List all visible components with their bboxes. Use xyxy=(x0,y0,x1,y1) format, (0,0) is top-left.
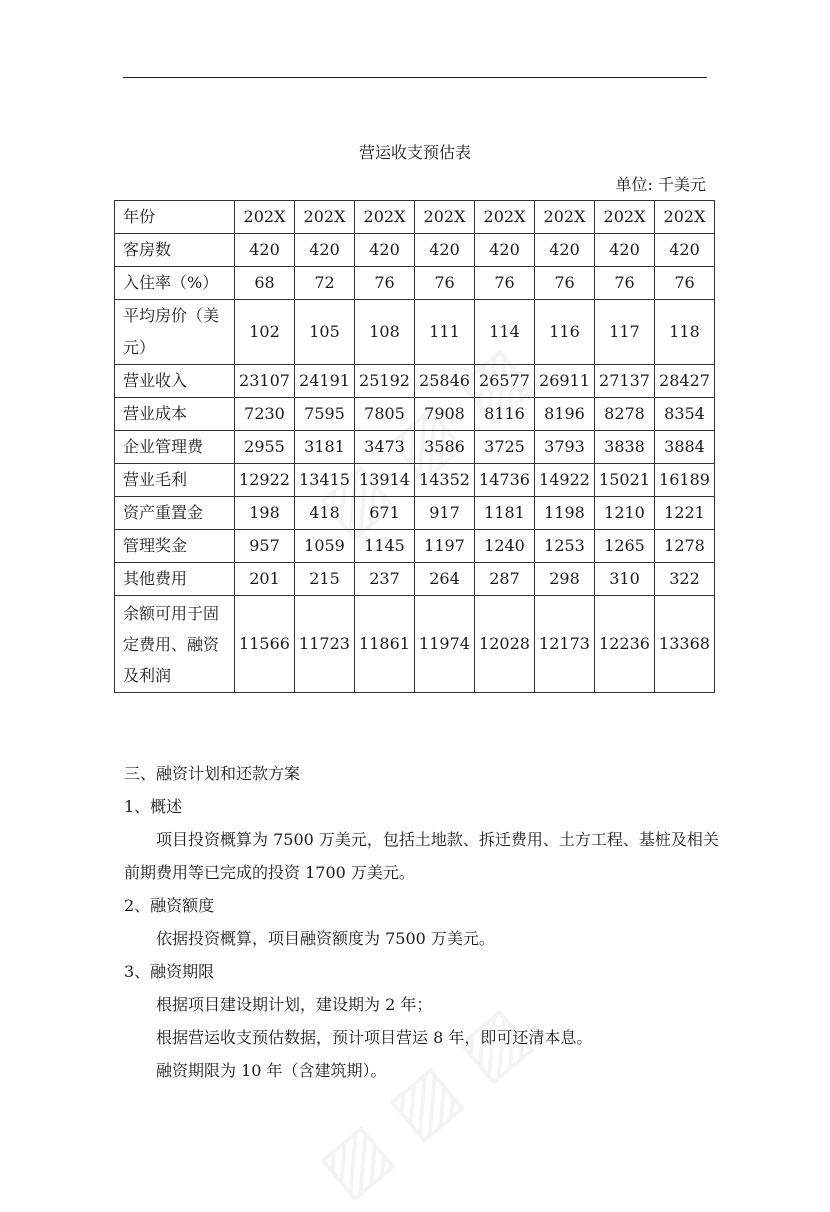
value-cell: 105 xyxy=(295,300,355,365)
value-cell: 7230 xyxy=(235,398,295,431)
value-cell: 26911 xyxy=(535,365,595,398)
value-cell: 117 xyxy=(595,300,655,365)
value-cell: 3725 xyxy=(475,431,535,464)
term-line: 融资期限为 10 年（含建筑期）。 xyxy=(156,1061,387,1080)
value-cell: 15021 xyxy=(595,464,655,497)
value-cell: 322 xyxy=(655,563,715,596)
table-row xyxy=(115,431,715,464)
value-cell: 215 xyxy=(295,563,355,596)
value-cell: 11861 xyxy=(355,596,415,693)
year-header: 202X xyxy=(535,201,595,234)
value-cell: 1265 xyxy=(595,530,655,563)
value-cell: 7908 xyxy=(415,398,475,431)
forecast-table xyxy=(114,200,715,693)
table-row xyxy=(115,398,715,431)
table-row xyxy=(115,596,715,693)
value-cell: 671 xyxy=(355,497,415,530)
value-cell: 3586 xyxy=(415,431,475,464)
table-row xyxy=(115,365,715,398)
value-cell: 116 xyxy=(535,300,595,365)
value-cell: 26577 xyxy=(475,365,535,398)
value-cell: 420 xyxy=(655,234,715,267)
value-cell: 12173 xyxy=(535,596,595,693)
value-cell: 198 xyxy=(235,497,295,530)
table-row xyxy=(115,563,715,596)
value-cell: 12028 xyxy=(475,596,535,693)
value-cell: 3838 xyxy=(595,431,655,464)
value-cell: 24191 xyxy=(295,365,355,398)
row-label: 营业成本 xyxy=(115,398,235,431)
row-label: 营业毛利 xyxy=(115,464,235,497)
value-cell: 76 xyxy=(655,267,715,300)
value-cell: 76 xyxy=(475,267,535,300)
table-row xyxy=(115,464,715,497)
value-cell: 28427 xyxy=(655,365,715,398)
header-label: 年份 xyxy=(115,201,235,234)
row-label-line: 定费用、融资 xyxy=(123,634,220,654)
table-header-row xyxy=(115,201,715,234)
overview-paragraph: 项目投资概算为 7500 万美元，包括土地款、拆迁费用、土方工程、基桩及相关前期费用等已完成的投资 1700 万美元。 xyxy=(124,830,719,882)
value-cell: 108 xyxy=(355,300,415,365)
value-cell: 310 xyxy=(595,563,655,596)
value-cell: 16189 xyxy=(655,464,715,497)
value-cell: 3884 xyxy=(655,431,715,464)
value-cell: 11566 xyxy=(235,596,295,693)
table-row xyxy=(115,530,715,563)
value-cell: 1198 xyxy=(535,497,595,530)
value-cell: 25846 xyxy=(415,365,475,398)
value-cell: 420 xyxy=(355,234,415,267)
value-cell: 11723 xyxy=(295,596,355,693)
value-cell: 201 xyxy=(235,563,295,596)
row-label xyxy=(115,596,235,693)
amount-paragraph: 依据投资概算，项目融资额度为 7500 万美元。 xyxy=(156,929,495,948)
value-cell: 14352 xyxy=(415,464,475,497)
value-cell: 114 xyxy=(475,300,535,365)
year-header: 202X xyxy=(235,201,295,234)
value-cell: 3181 xyxy=(295,431,355,464)
value-cell: 1181 xyxy=(475,497,535,530)
value-cell: 957 xyxy=(235,530,295,563)
value-cell: 76 xyxy=(595,267,655,300)
value-cell: 420 xyxy=(295,234,355,267)
value-cell: 7805 xyxy=(355,398,415,431)
year-header: 202X xyxy=(295,201,355,234)
table-row xyxy=(115,267,715,300)
year-header: 202X xyxy=(655,201,715,234)
value-cell: 1253 xyxy=(535,530,595,563)
header-rule xyxy=(123,77,707,78)
value-cell: 1221 xyxy=(655,497,715,530)
value-cell: 25192 xyxy=(355,365,415,398)
row-label: 营业收入 xyxy=(115,365,235,398)
row-label: 企业管理费 xyxy=(115,431,235,464)
value-cell: 118 xyxy=(655,300,715,365)
value-cell: 420 xyxy=(415,234,475,267)
value-cell: 13368 xyxy=(655,596,715,693)
value-cell: 23107 xyxy=(235,365,295,398)
value-cell: 1059 xyxy=(295,530,355,563)
section-heading: 三、融资计划和还款方案 xyxy=(124,764,301,783)
value-cell: 2955 xyxy=(235,431,295,464)
value-cell: 3473 xyxy=(355,431,415,464)
financing-section xyxy=(124,757,720,1087)
row-label-line: 平均房价（美 xyxy=(123,306,220,325)
value-cell: 298 xyxy=(535,563,595,596)
value-cell: 27137 xyxy=(595,365,655,398)
term-line: 根据营运收支预估数据，预计项目营运 8 年，即可还清本息。 xyxy=(156,1028,593,1047)
subsection-title-amount: 2、融资额度 xyxy=(124,896,215,915)
term-line: 根据项目建设期计划，建设期为 2 年； xyxy=(156,995,433,1014)
year-header: 202X xyxy=(415,201,475,234)
row-label: 其他费用 xyxy=(115,563,235,596)
value-cell: 264 xyxy=(415,563,475,596)
value-cell: 420 xyxy=(235,234,295,267)
value-cell: 917 xyxy=(415,497,475,530)
row-label: 资产重置金 xyxy=(115,497,235,530)
subsection-title-overview: 1、概述 xyxy=(124,797,183,816)
value-cell: 1210 xyxy=(595,497,655,530)
value-cell: 76 xyxy=(355,267,415,300)
value-cell: 76 xyxy=(415,267,475,300)
row-label-line: 元） xyxy=(123,338,156,357)
value-cell: 7595 xyxy=(295,398,355,431)
value-cell: 102 xyxy=(235,300,295,365)
table-row xyxy=(115,497,715,530)
value-cell: 420 xyxy=(475,234,535,267)
value-cell: 72 xyxy=(295,267,355,300)
value-cell: 111 xyxy=(415,300,475,365)
value-cell: 8116 xyxy=(475,398,535,431)
value-cell: 287 xyxy=(475,563,535,596)
value-cell: 1240 xyxy=(475,530,535,563)
value-cell: 418 xyxy=(295,497,355,530)
year-header: 202X xyxy=(595,201,655,234)
value-cell: 76 xyxy=(535,267,595,300)
value-cell: 8196 xyxy=(535,398,595,431)
row-label: 管理奖金 xyxy=(115,530,235,563)
value-cell: 8354 xyxy=(655,398,715,431)
value-cell: 1197 xyxy=(415,530,475,563)
value-cell: 420 xyxy=(595,234,655,267)
year-header: 202X xyxy=(355,201,415,234)
table-row xyxy=(115,234,715,267)
row-label: 入住率（%） xyxy=(115,267,235,300)
row-label xyxy=(115,300,235,365)
value-cell: 3793 xyxy=(535,431,595,464)
row-label-line: 余额可用于固 xyxy=(123,603,220,623)
row-label-line: 及利润 xyxy=(123,665,172,685)
value-cell: 13415 xyxy=(295,464,355,497)
unit-label: 单位: 千美元 xyxy=(615,175,706,194)
row-label: 客房数 xyxy=(115,234,235,267)
value-cell: 13914 xyxy=(355,464,415,497)
year-header: 202X xyxy=(475,201,535,234)
value-cell: 420 xyxy=(535,234,595,267)
value-cell: 1278 xyxy=(655,530,715,563)
value-cell: 14736 xyxy=(475,464,535,497)
value-cell: 1145 xyxy=(355,530,415,563)
table-title: 营运收支预估表 xyxy=(358,143,471,162)
value-cell: 68 xyxy=(235,267,295,300)
value-cell: 12236 xyxy=(595,596,655,693)
table-row xyxy=(115,300,715,365)
value-cell: 11974 xyxy=(415,596,475,693)
subsection-title-term: 3、融资期限 xyxy=(124,962,215,981)
value-cell: 12922 xyxy=(235,464,295,497)
value-cell: 14922 xyxy=(535,464,595,497)
value-cell: 8278 xyxy=(595,398,655,431)
value-cell: 237 xyxy=(355,563,415,596)
